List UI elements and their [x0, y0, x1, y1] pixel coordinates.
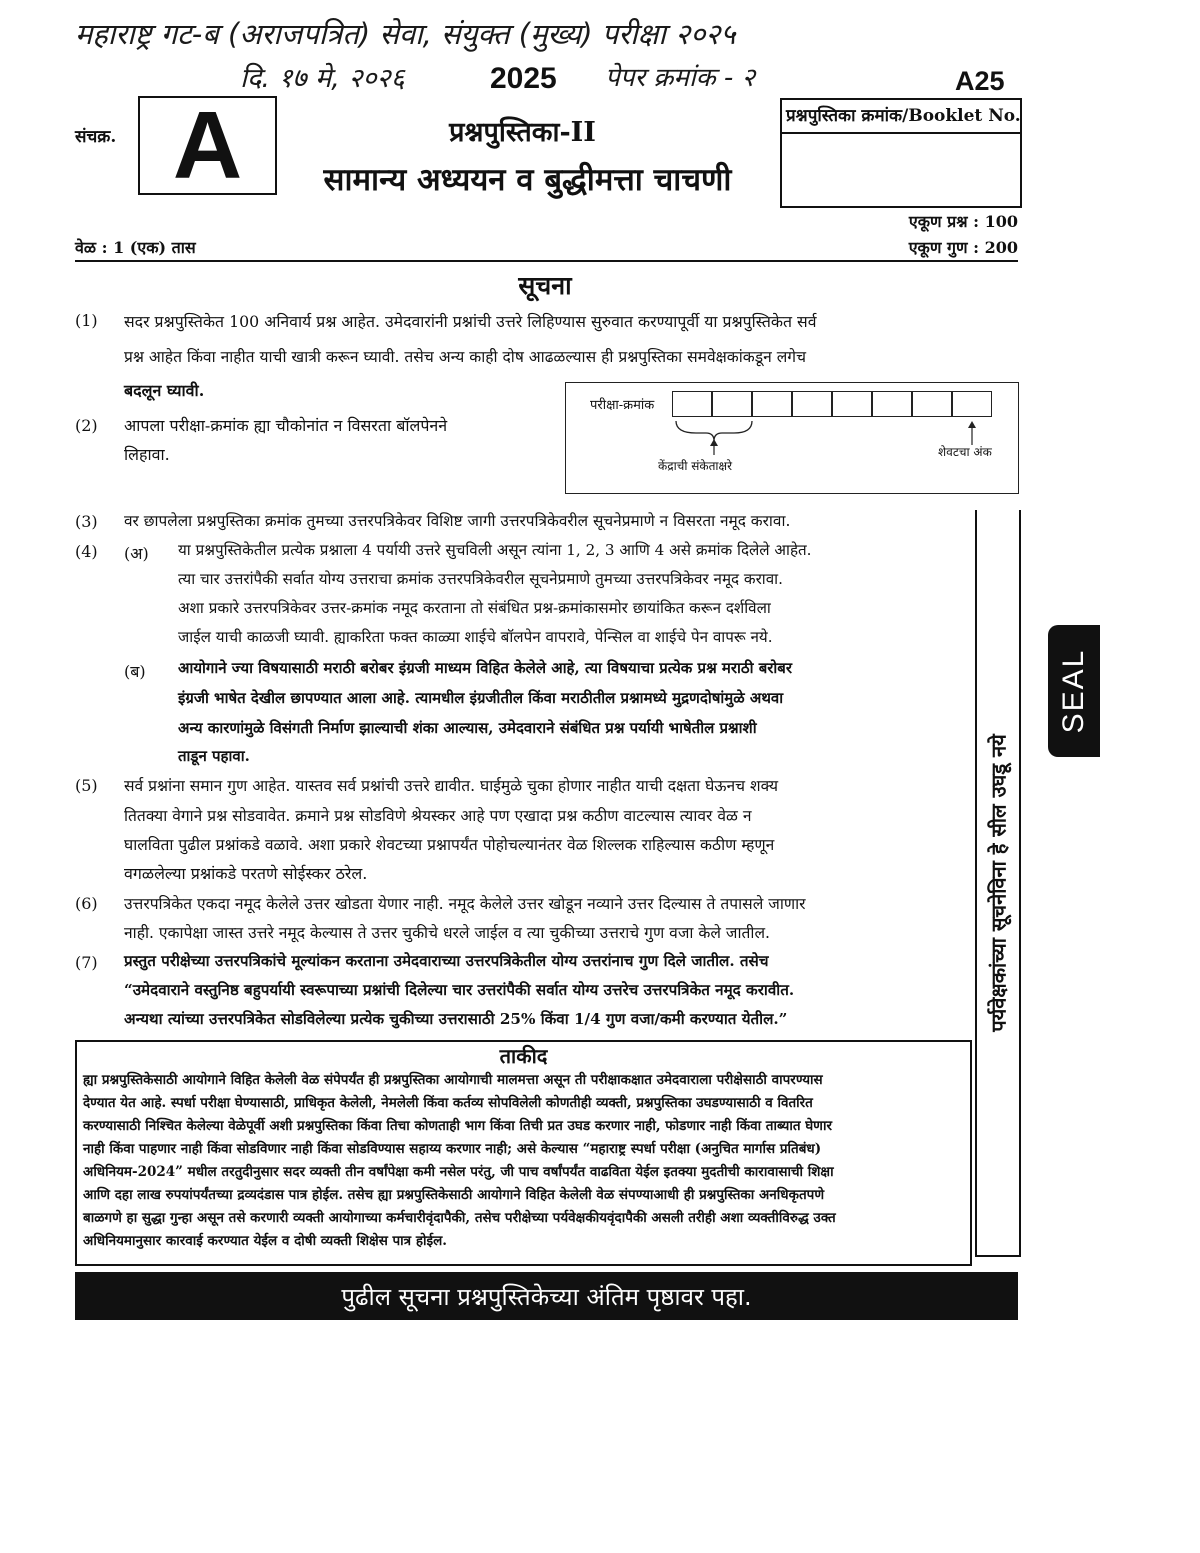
footer-note-bar — [75, 1272, 1018, 1320]
handwritten-paper-number: पेपर क्रमांक - २ — [605, 63, 756, 93]
instruction-7-line-1: प्रस्तुत परीक्षेच्या उत्तरपत्रिकांचे मूल्यांकन करताना उमेदवाराच्या उत्तरपत्रिकेतील योग्य उत्तरांनाच गुण दिले जातील. तसेच — [124, 952, 769, 970]
instruction-1-line-3: बदलून घ्यावी. — [124, 381, 205, 400]
warning-box — [75, 1040, 972, 1266]
instruction-4b-line-4: ताडून पहावा. — [178, 747, 250, 765]
seal-instruction-text: पर्यवेक्षकांच्या सूचनेविना हे सील उघडू नये — [986, 733, 1011, 1032]
instruction-1-line-2: प्रश्न आहेत किंवा नाहीत याची खात्री करून घ्यावी. तसेच अन्य काही दोष आढळल्यास ही प्रश्नपुस्तिका समवेक्षकांकडून लगेच — [124, 348, 806, 366]
seat-number-label: परीक्षा-क्रमांक — [590, 398, 655, 413]
sub-item-marker: (ब) — [124, 662, 146, 681]
instructions-title: सूचना — [518, 271, 572, 300]
warning-line: देण्यात येत आहे. स्पर्धा परीक्षा घेण्यासाठी, प्राधिकृत केलेली, नेमलेली किंवा कर्तव्य सोपविलेली कोणतीही व्यक्ती, प्रश्नपुस्तिका उघडण्यासाठी व वितरित — [83, 1095, 813, 1111]
booklet-title: प्रश्नपुस्तिका-II — [449, 117, 596, 148]
instruction-7-line-3: अन्यथा त्यांच्या उत्तरपत्रिकेत सोडविलेल्या प्रत्येक चुकीच्या उत्तरासाठी 25% किंवा 1/4 गुण वजा/कमी करण्यात येतील.” — [124, 1010, 788, 1028]
item-number: (3) — [75, 512, 98, 531]
item-number: (4) — [75, 542, 98, 561]
seal-tab — [1048, 625, 1100, 757]
instruction-4a-line-4: जाईल याची काळजी घ्यावी. ह्याकरिता फक्त काळ्या शाईचे बॉलपेन वापरावे, पेन्सिल वा शाईचे पेन वापरू नये. — [178, 628, 773, 646]
instruction-4b-line-2: इंग्रजी भाषेत देखील छापण्यात आला आहे. त्यामधील इंग्रजीतील किंवा मराठीतील प्रश्नामध्ये मुद्रणदोषांमुळे अथवा — [178, 689, 784, 707]
instruction-5-line-3: घालविता पुढील प्रश्नांकडे वळावे. अशा प्रकारे शेवटच्या प्रश्नापर्यंत पोहोचल्यानंतर वेळ शिल्लक राहिल्यास कठीण म्हणून — [124, 836, 775, 854]
instruction-5-line-4: वगळलेल्या प्रश्नांकडे परतणे सोईस्कर ठरेल. — [124, 864, 368, 883]
footer-note: पुढील सूचना प्रश्नपुस्तिकेच्या अंतिम पृष्ठावर पहा. — [341, 1282, 752, 1311]
item-number: (5) — [75, 776, 98, 795]
seal-instruction-strip — [975, 510, 1021, 1257]
item-number: (7) — [75, 953, 98, 972]
instruction-7-line-2: “उमेदवाराने वस्तुनिष्ठ बहुपर्यायी स्वरूपाच्या प्रश्नांची दिलेल्या चार उत्तरांपैकी सर्वात योग्य उत्तरेच उत्तरपत्रिकेत नमूद करावीत. — [124, 981, 795, 999]
warning-line: आणि दहा लाख रुपयांपर्यंतच्या द्रव्यदंडास पात्र होईल. तसेच ह्या प्रश्नपुस्तिकेसाठी आयोगाने विहित केलेली वेळ संपण्याआधी ही प्रश्नपुस्तिका अनधिकृतपणे — [83, 1187, 825, 1203]
warning-line: ह्या प्रश्नपुस्तिकेसाठी आयोगाने विहित केलेली वेळ संपेपर्यंत ही प्रश्नपुस्तिका आयोगाची मालमत्ता असून ती परीक्षाकक्षात उमेदवाराला परीक्षेसाठी वापरण्यास — [83, 1072, 823, 1088]
center-code-label: केंद्राची संकेताक्षरे — [658, 459, 733, 473]
seat-number-box — [565, 382, 1019, 494]
instruction-5-line-2: तितक्या वेगाने प्रश्न सोडवावेत. क्रमाने प्रश्न सोडविणे श्रेयस्कर आहे पण एखादा प्रश्न कठीण वाटल्यास त्यावर वेळ न — [124, 807, 752, 825]
handwritten-exam-title: महाराष्ट्र गट-ब (अराजपत्रित) सेवा, संयुक्त (मुख्य) परीक्षा २०२५ — [75, 17, 736, 51]
instruction-2-line-1: आपला परीक्षा-क्रमांक ह्या चौकोनांत न विसरता बॉलपेनने — [124, 416, 448, 435]
exam-duration: वेळ : 1 (एक) तास — [75, 238, 196, 257]
seal-label: SEAL — [1057, 648, 1090, 734]
item-number: (2) — [75, 416, 98, 435]
instruction-4b-line-1: आयोगाने ज्या विषयासाठी मराठी बरोबर इंग्रजी माध्यम विहित केलेले आहे, त्या विषयाचा प्रत्येक प्रश्न मराठी बरोबर — [178, 659, 793, 677]
item-number: (6) — [75, 894, 98, 913]
instruction-2-line-2: लिहावा. — [124, 445, 170, 464]
series-code: A25 — [955, 66, 1005, 96]
instruction-3-line-1: वर छापलेला प्रश्नपुस्तिका क्रमांक तुमच्या उत्तरपत्रिकेवर विशिष्ट जागी उत्तरपत्रिकेवरील सूचनेप्रमाणे न विसरता नमूद करावा. — [124, 512, 791, 530]
set-letter: A — [172, 91, 243, 199]
set-label: संचक्र. — [75, 127, 117, 147]
warning-title: ताकीद — [499, 1044, 548, 1068]
warning-line: नाही किंवा पाहणार नाही किंवा सोडविणार नाही किंवा सोडविण्यास सहाय्य करणार नाही; असे केल्यास “महाराष्ट्र स्पर्धा परीक्षा (अनुचित मार्गास प्रतिबंध) — [83, 1141, 822, 1157]
total-marks: एकूण गुण : 200 — [908, 238, 1018, 257]
total-questions: एकूण प्रश्न : 100 — [908, 212, 1018, 231]
brace-arrows — [566, 383, 1018, 493]
sub-item-marker: (अ) — [124, 544, 149, 563]
booklet-number-label: प्रश्नपुस्तिका क्रमांक/Booklet No. — [782, 100, 1020, 134]
warning-line: अधिनियम-2024” मधील तरतुदीनुसार सदर व्यक्ती तीन वर्षांपेक्षा कमी नसेल परंतु, जी पाच वर्षांपर्यंत वाढविता येईल इतक्या मुदतीची कारावासाची शिक्षा — [83, 1164, 834, 1180]
instruction-4a-line-1: या प्रश्नपुस्तिकेतील प्रत्येक प्रश्नाला 4 पर्यायी उत्तरे सुचविली असून त्यांना 1, 2, 3 आणि 4 असे क्रमांक दिलेले आहेत. — [178, 541, 812, 559]
instruction-1-line-1: सदर प्रश्नपुस्तिकेत 100 अनिवार्य प्रश्न आहेत. उमेदवारांनी प्रश्नांची उत्तरे लिहिण्यास सुरुवात करण्यापूर्वी या प्रश्नपुस्तिकेत सर्व — [124, 312, 817, 331]
handwritten-exam-date: दि. १७ मे, २०२६ — [240, 63, 405, 94]
instruction-6-line-2: नाही. एकापेक्षा जास्त उत्तरे नमूद केल्यास ते उत्तर चुकीचे धरले जाईल व त्या चुकीच्या उत्तराचे गुण वजा केले जातील. — [124, 924, 770, 942]
item-number: (1) — [75, 311, 98, 330]
instructions-block — [72, 0, 977, 1040]
warning-line: बाळगणे हा सुद्धा गुन्हा असून तसे करणारी व्यक्ती आयोगाच्या कर्मचारीवृंदापैकी, तसेच परीक्षेच्या पर्यवेक्षकीयवृंदापैकी असली तरीही अशा व्यक्तीविरुद्ध उक्त — [83, 1210, 836, 1226]
exam-year: 2025 — [490, 62, 557, 95]
instruction-5-line-1: सर्व प्रश्नांना समान गुण आहेत. यास्तव सर्व प्रश्नांची उत्तरे द्यावीत. घाईमुळे चुका होणार नाहीत याची दक्षता घेऊनच शक्य — [124, 777, 779, 795]
instruction-4b-line-3: अन्य कारणांमुळे विसंगती निर्माण झाल्याची शंका आल्यास, उमेदवाराने संबंधित प्रश्न पर्यायी भाषेतील प्रश्नाशी — [178, 719, 757, 737]
last-digit-label: शेवटचा अंक — [938, 445, 992, 459]
instruction-4a-line-2: त्या चार उत्तरांपैकी सर्वात योग्य उत्तराचा क्रमांक उत्तरपत्रिकेवरील सूचनेप्रमाणे तुमच्या उत्तरपत्रिकेवर नमूद करावा. — [178, 570, 783, 588]
instruction-6-line-1: उत्तरपत्रिकेत एकदा नमूद केलेले उत्तर खोडता येणार नाही. नमूद केलेले उत्तर खोडून नव्याने उत्तर दिल्यास ते तपासले जाणार — [124, 895, 806, 913]
instruction-4a-line-3: अशा प्रकारे उत्तरपत्रिकेवर उत्तर-क्रमांक नमूद करताना तो संबंधित प्रश्न-क्रमांकासमोर छायांकित करून दर्शविला — [178, 599, 771, 617]
subject-title: सामान्य अध्ययन व बुद्धीमत्ता चाचणी — [323, 162, 732, 198]
warning-line: अधिनियमानुसार कारवाई करण्यात येईल व दोषी व्यक्ती शिक्षेस पात्र होईल. — [83, 1233, 447, 1249]
warning-line: करण्यासाठी निश्चित केलेल्या वेळेपूर्वी अशी प्रश्नपुस्तिका किंवा तिचा कोणताही भाग किंवा तिची प्रत उघड करणार नाही, फोडणार नाही किंवा ताब्यात घेणार — [83, 1118, 832, 1134]
